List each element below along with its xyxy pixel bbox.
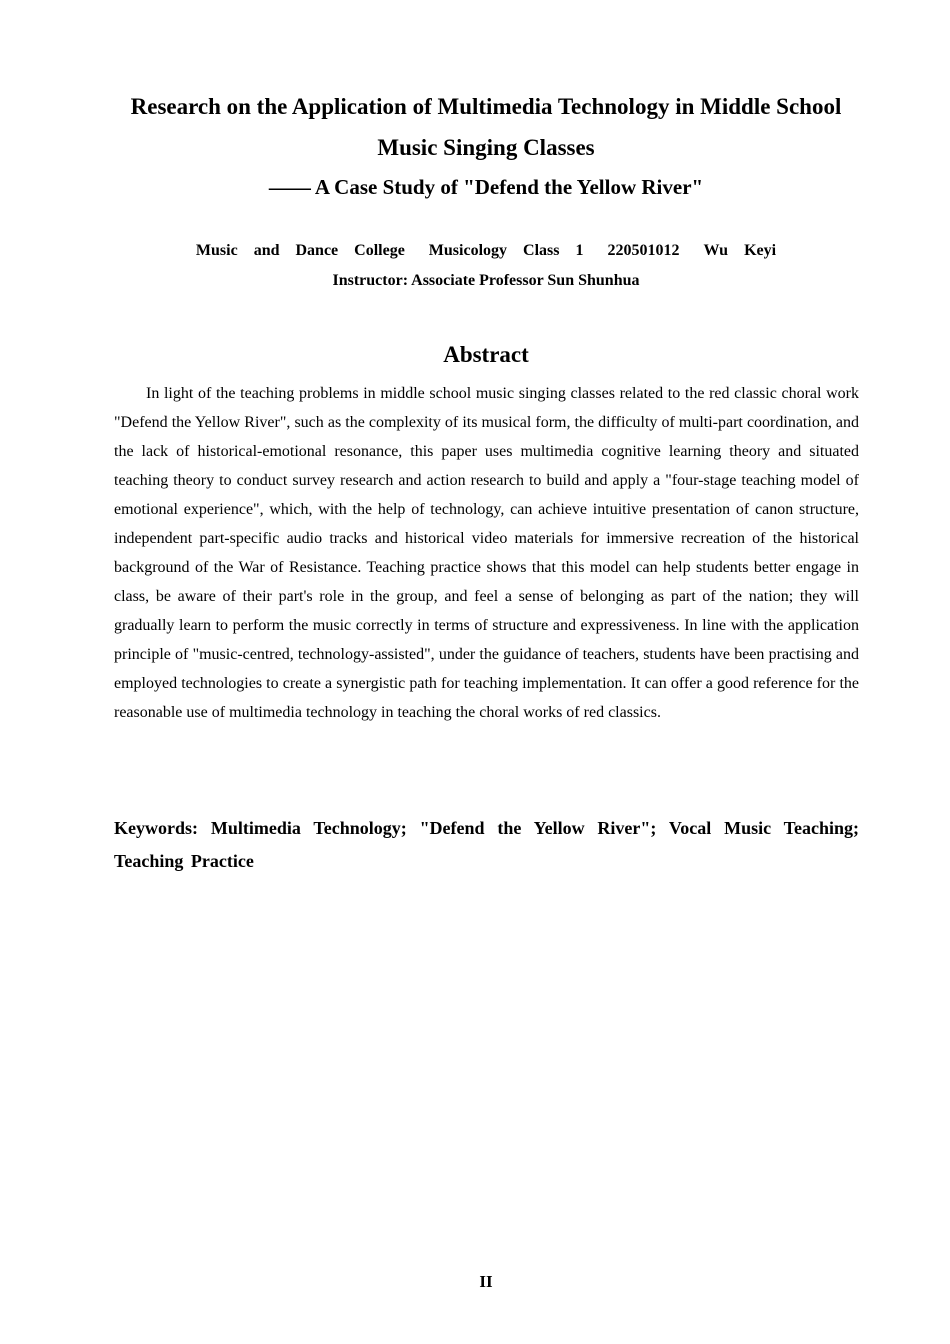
author-student-id: 220501012 bbox=[607, 242, 680, 259]
abstract-body: In light of the teaching problems in middle school music singing classes related to the red classic choral work "Defend the Yellow River", such as the complexity of its musical form, the difficulty of multi-part coordination, and the lack of historical-emotional resonance, this paper uses multimedia cognitive learning theory and situated teaching theory to conduct survey research and action research to build and apply a "four-stage teaching model of emotional experience", which, with the help of technology, can achieve intuitive presentation of canon structure, independent part-specific audio tracks and historical video materials for immersive recreation of the historical background of the War of Resistance. Teaching practice shows that this model can help students better engage in class, be aware of their part's role in the group, and feel a sense of belonging as part of the nation; they will gradually learn to perform the music correctly in terms of structure and expressiveness. In line with the application principle of "music-centred, technology-assisted", under the guidance of teachers, students have been practising and employed technologies to create a synergistic path for teaching implementation. It can offer a good reference for the reasonable use of multimedia technology in teaching the choral works of red classics. bbox=[114, 385, 859, 721]
author-name: Wu Keyi bbox=[703, 242, 777, 259]
abstract-heading: Abstract bbox=[443, 342, 529, 367]
paper-title-line-2: Music Singing Classes bbox=[377, 135, 595, 160]
paper-title-line-1: Research on the Application of Multimedia Technology in Middle School bbox=[130, 94, 842, 119]
author-info bbox=[100, 238, 872, 264]
author-college: Music and Dance College bbox=[195, 242, 405, 259]
paper-title bbox=[100, 86, 872, 168]
paper-subtitle: —— A Case Study of "Defend the Yellow River" bbox=[268, 175, 704, 199]
instructor-info: Instructor: Associate Professor Sun Shunhua bbox=[332, 272, 640, 289]
author-class: Musicology Class 1 bbox=[428, 242, 584, 259]
page-number: II bbox=[479, 1272, 493, 1291]
keywords: Keywords: Multimedia Technology; "Defend the Yellow River"; Vocal Music Teaching; Teaching Practice bbox=[114, 818, 859, 871]
